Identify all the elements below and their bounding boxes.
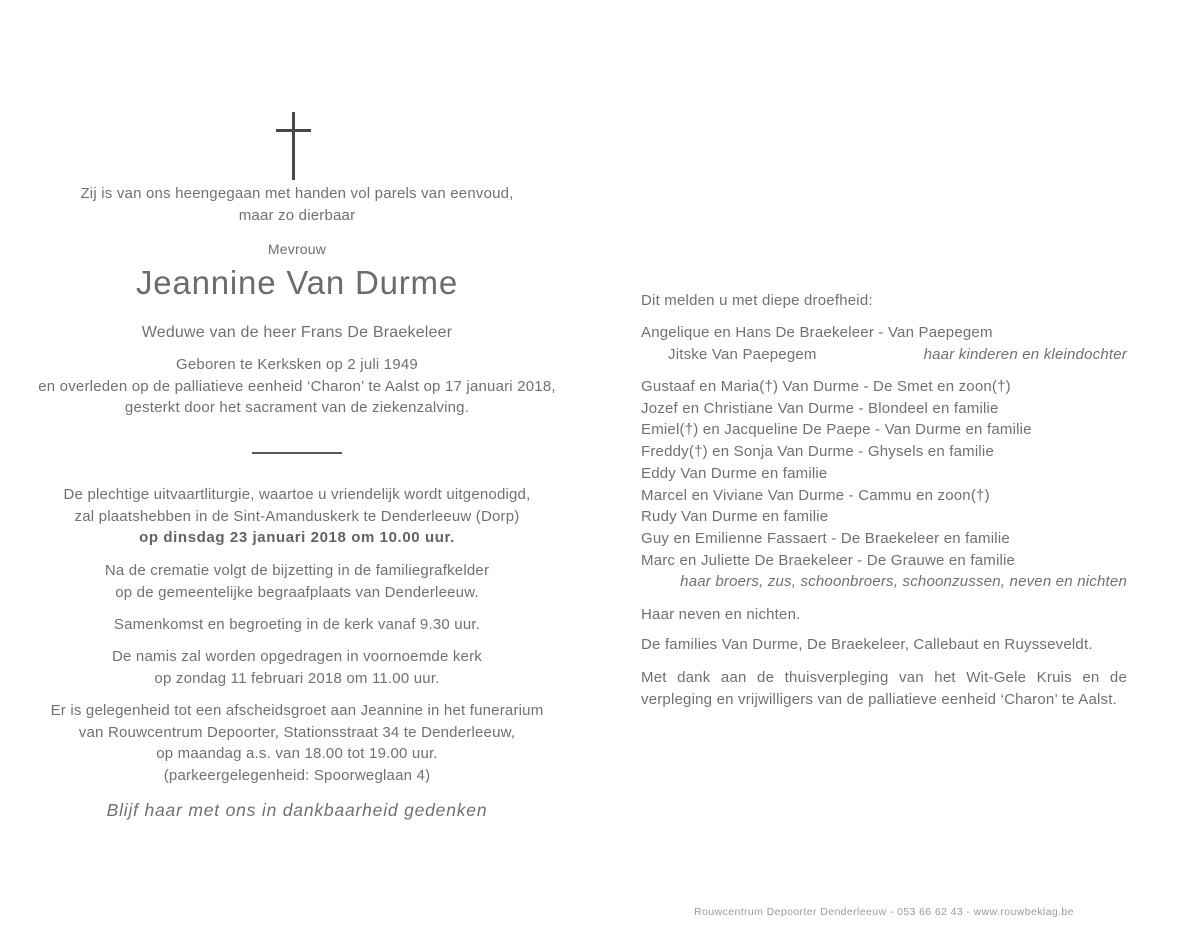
cousins-line: Haar neven en nichten. [641,606,801,623]
farewell-info [35,700,559,786]
funeral-service-info [35,484,559,549]
farewell-line-2: van Rouwcentrum Depoorter, Stationsstraat 34 te Denderleeuw, [78,723,516,741]
families-line: De families Van Durme, De Braekeleer, Callebaut en Ruysseveldt. [641,636,1093,653]
service-date-line: op dinsdag 23 januari 2018 om 10.00 uur. [139,529,455,546]
service-line-1: De plechtige uitvaartliturgie, waartoe u vriendelijk wordt uitgenodigd, [63,486,531,503]
relative-line: Guy en Emilienne Fassaert - De Braekeleer en familie [641,529,1010,547]
epitaph-line-2: maar zo dierbaar [238,207,356,224]
closing-sentiment: Blijf haar met ons in dankbaarheid gedenken [106,800,488,820]
cross-icon [274,112,314,182]
service-line-2: zal plaatshebben in de Sint-Amanduskerk te Denderleeuw (Dorp) [74,507,520,525]
children-line-1: Angelique en Hans De Braekeleer - Van Paepegem [641,324,993,341]
relatives-role-label: haar broers, zus, schoonbroers, schoonzussen, neven en nichten [680,573,1127,591]
relatives-list [641,376,1127,593]
children-group [641,322,1127,365]
widow-of-line: Weduwe van de heer Frans De Braekeleer [141,324,453,341]
deceased-name: Jeannine Van Durme [136,264,458,301]
section-divider [252,452,342,454]
relative-line: Freddy(†) en Sonja Van Durme - Ghysels en familie [641,443,994,461]
acknowledgement-paragraph: Met dank aan de thuisverpleging van het Wit-Gele Kruis en de verpleging en vrijwilligers van de palliatieve eenheid ‘Charon’ te Aalst. [641,669,1127,708]
relative-line: Emiel(†) en Jacqueline De Paepe - Van Durme en familie [641,421,1032,439]
gathering-info: Samenkomst en begroeting in de kerk vanaf 9.30 uur. [113,616,481,633]
relative-line: Marc en Juliette De Braekeleer - De Grauwe en familie [641,551,1016,569]
epitaph-line-1: Zij is van ons heengegaan met handen vol parels van eenvoud, [80,185,514,202]
farewell-line-3: op maandag a.s. van 18.00 tot 19.00 uur. [156,745,438,762]
relative-line: Jozef en Christiane Van Durme - Blondeel en familie [641,399,999,417]
death-line: en overleden op de palliatieve eenheid ‘Charon’ te Aalst op 17 januari 2018, [38,377,556,395]
birth-death-info [35,354,559,419]
memorial-mass-info [35,646,559,689]
relative-line: Marcel en Viviane Van Durme - Cammu en zoon(†) [641,486,990,504]
cremation-info [35,560,559,603]
mass-line-2: op zondag 11 februari 2018 om 11.00 uur. [154,669,440,687]
birth-line: Geboren te Kerksken op 2 juli 1949 [176,356,418,373]
cremation-line-2: op de gemeentelijke begraafplaats van Denderleeuw. [115,583,479,601]
announcement-intro: Dit melden u met diepe droefheid: [641,292,873,309]
farewell-line-1: Er is gelegenheid tot een afscheidsgroet aan Jeannine in het funerarium [50,702,544,719]
relative-line: Rudy Van Durme en familie [641,508,829,526]
mass-line-1: De namis zal worden opgedragen in voornoemde kerk [111,648,482,665]
grandchild-name: Jitske Van Paepegem [668,345,817,363]
relative-line: Gustaaf en Maria(†) Van Durme - De Smet en zoon(†) [641,378,1011,395]
children-line-2 [641,344,1127,366]
children-role-label: haar kinderen en kleindochter [923,345,1127,363]
cremation-line-1: Na de crematie volgt de bijzetting in de familiegrafkelder [104,562,490,579]
salutation: Mevrouw [267,241,327,257]
farewell-line-4: (parkeergelegenheid: Spoorweglaan 4) [163,766,431,784]
epitaph [35,183,559,227]
sacrament-line: gesterkt door het sacrament van de ziekenzalving. [124,399,470,416]
funeral-home-contact: Rouwcentrum Depoorter Denderleeuw - 053 66 62 43 - www.rouwbeklag.be [694,906,1074,918]
relative-line: Eddy Van Durme en familie [641,464,828,482]
